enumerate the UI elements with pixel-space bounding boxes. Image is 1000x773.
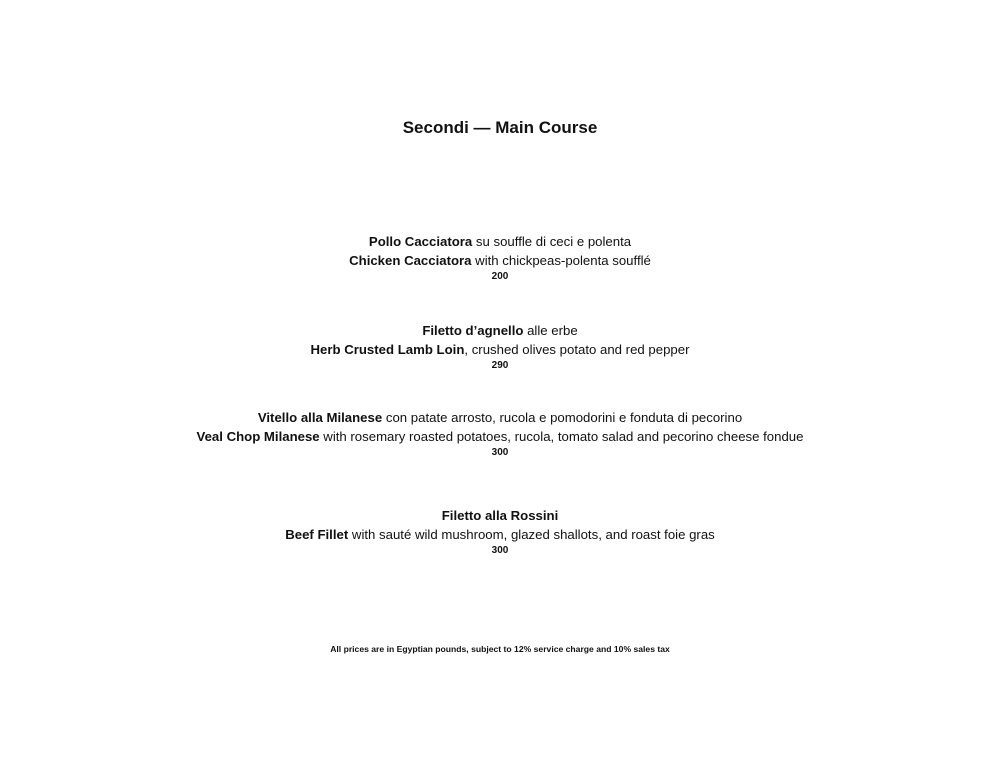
- english-dish-description: with sauté wild mushroom, glazed shallots, and roast foie gras: [348, 527, 715, 542]
- item-english-line: [0, 340, 1000, 359]
- price-disclaimer: All prices are in Egyptian pounds, subject to 12% service charge and 10% sales tax: [330, 644, 670, 654]
- english-dish-description: with rosemary roasted potatoes, rucola, tomato salad and pecorino cheese fondue: [319, 429, 804, 444]
- english-dish-description: with chickpeas-polenta soufflé: [471, 253, 651, 268]
- item-italian-line: [0, 506, 1000, 525]
- italian-dish-description: con patate arrosto, rucola e pomodorini e fonduta di pecorino: [382, 410, 743, 425]
- english-dish-name: Beef Fillet: [285, 527, 349, 542]
- menu-item: [0, 321, 1000, 373]
- item-price: 300: [491, 545, 509, 556]
- italian-dish-description: alle erbe: [523, 323, 578, 338]
- english-dish-name: Chicken Cacciatora: [349, 253, 472, 268]
- menu-item: [0, 506, 1000, 558]
- item-english-line: [0, 427, 1000, 446]
- italian-dish-name: Vitello alla Milanese: [257, 410, 383, 425]
- italian-dish-name: Pollo Cacciatora: [368, 234, 473, 249]
- italian-dish-name: Filetto d’agnello: [422, 323, 524, 338]
- italian-dish-description: su souffle di ceci e polenta: [472, 234, 632, 249]
- section-title: Secondi — Main Course: [402, 118, 598, 137]
- item-price: 300: [491, 447, 509, 458]
- item-price: 290: [491, 360, 509, 371]
- item-italian-line: [0, 232, 1000, 251]
- english-dish-description: , crushed olives potato and red pepper: [464, 342, 690, 357]
- item-italian-line: [0, 408, 1000, 427]
- menu-item: [0, 408, 1000, 460]
- item-italian-line: [0, 321, 1000, 340]
- item-english-line: [0, 525, 1000, 544]
- menu-item: [0, 232, 1000, 284]
- english-dish-name: Herb Crusted Lamb Loin: [310, 342, 465, 357]
- item-price: 200: [491, 271, 509, 282]
- english-dish-name: Veal Chop Milanese: [196, 429, 320, 444]
- italian-dish-name: Filetto alla Rossini: [441, 508, 559, 523]
- item-english-line: [0, 251, 1000, 270]
